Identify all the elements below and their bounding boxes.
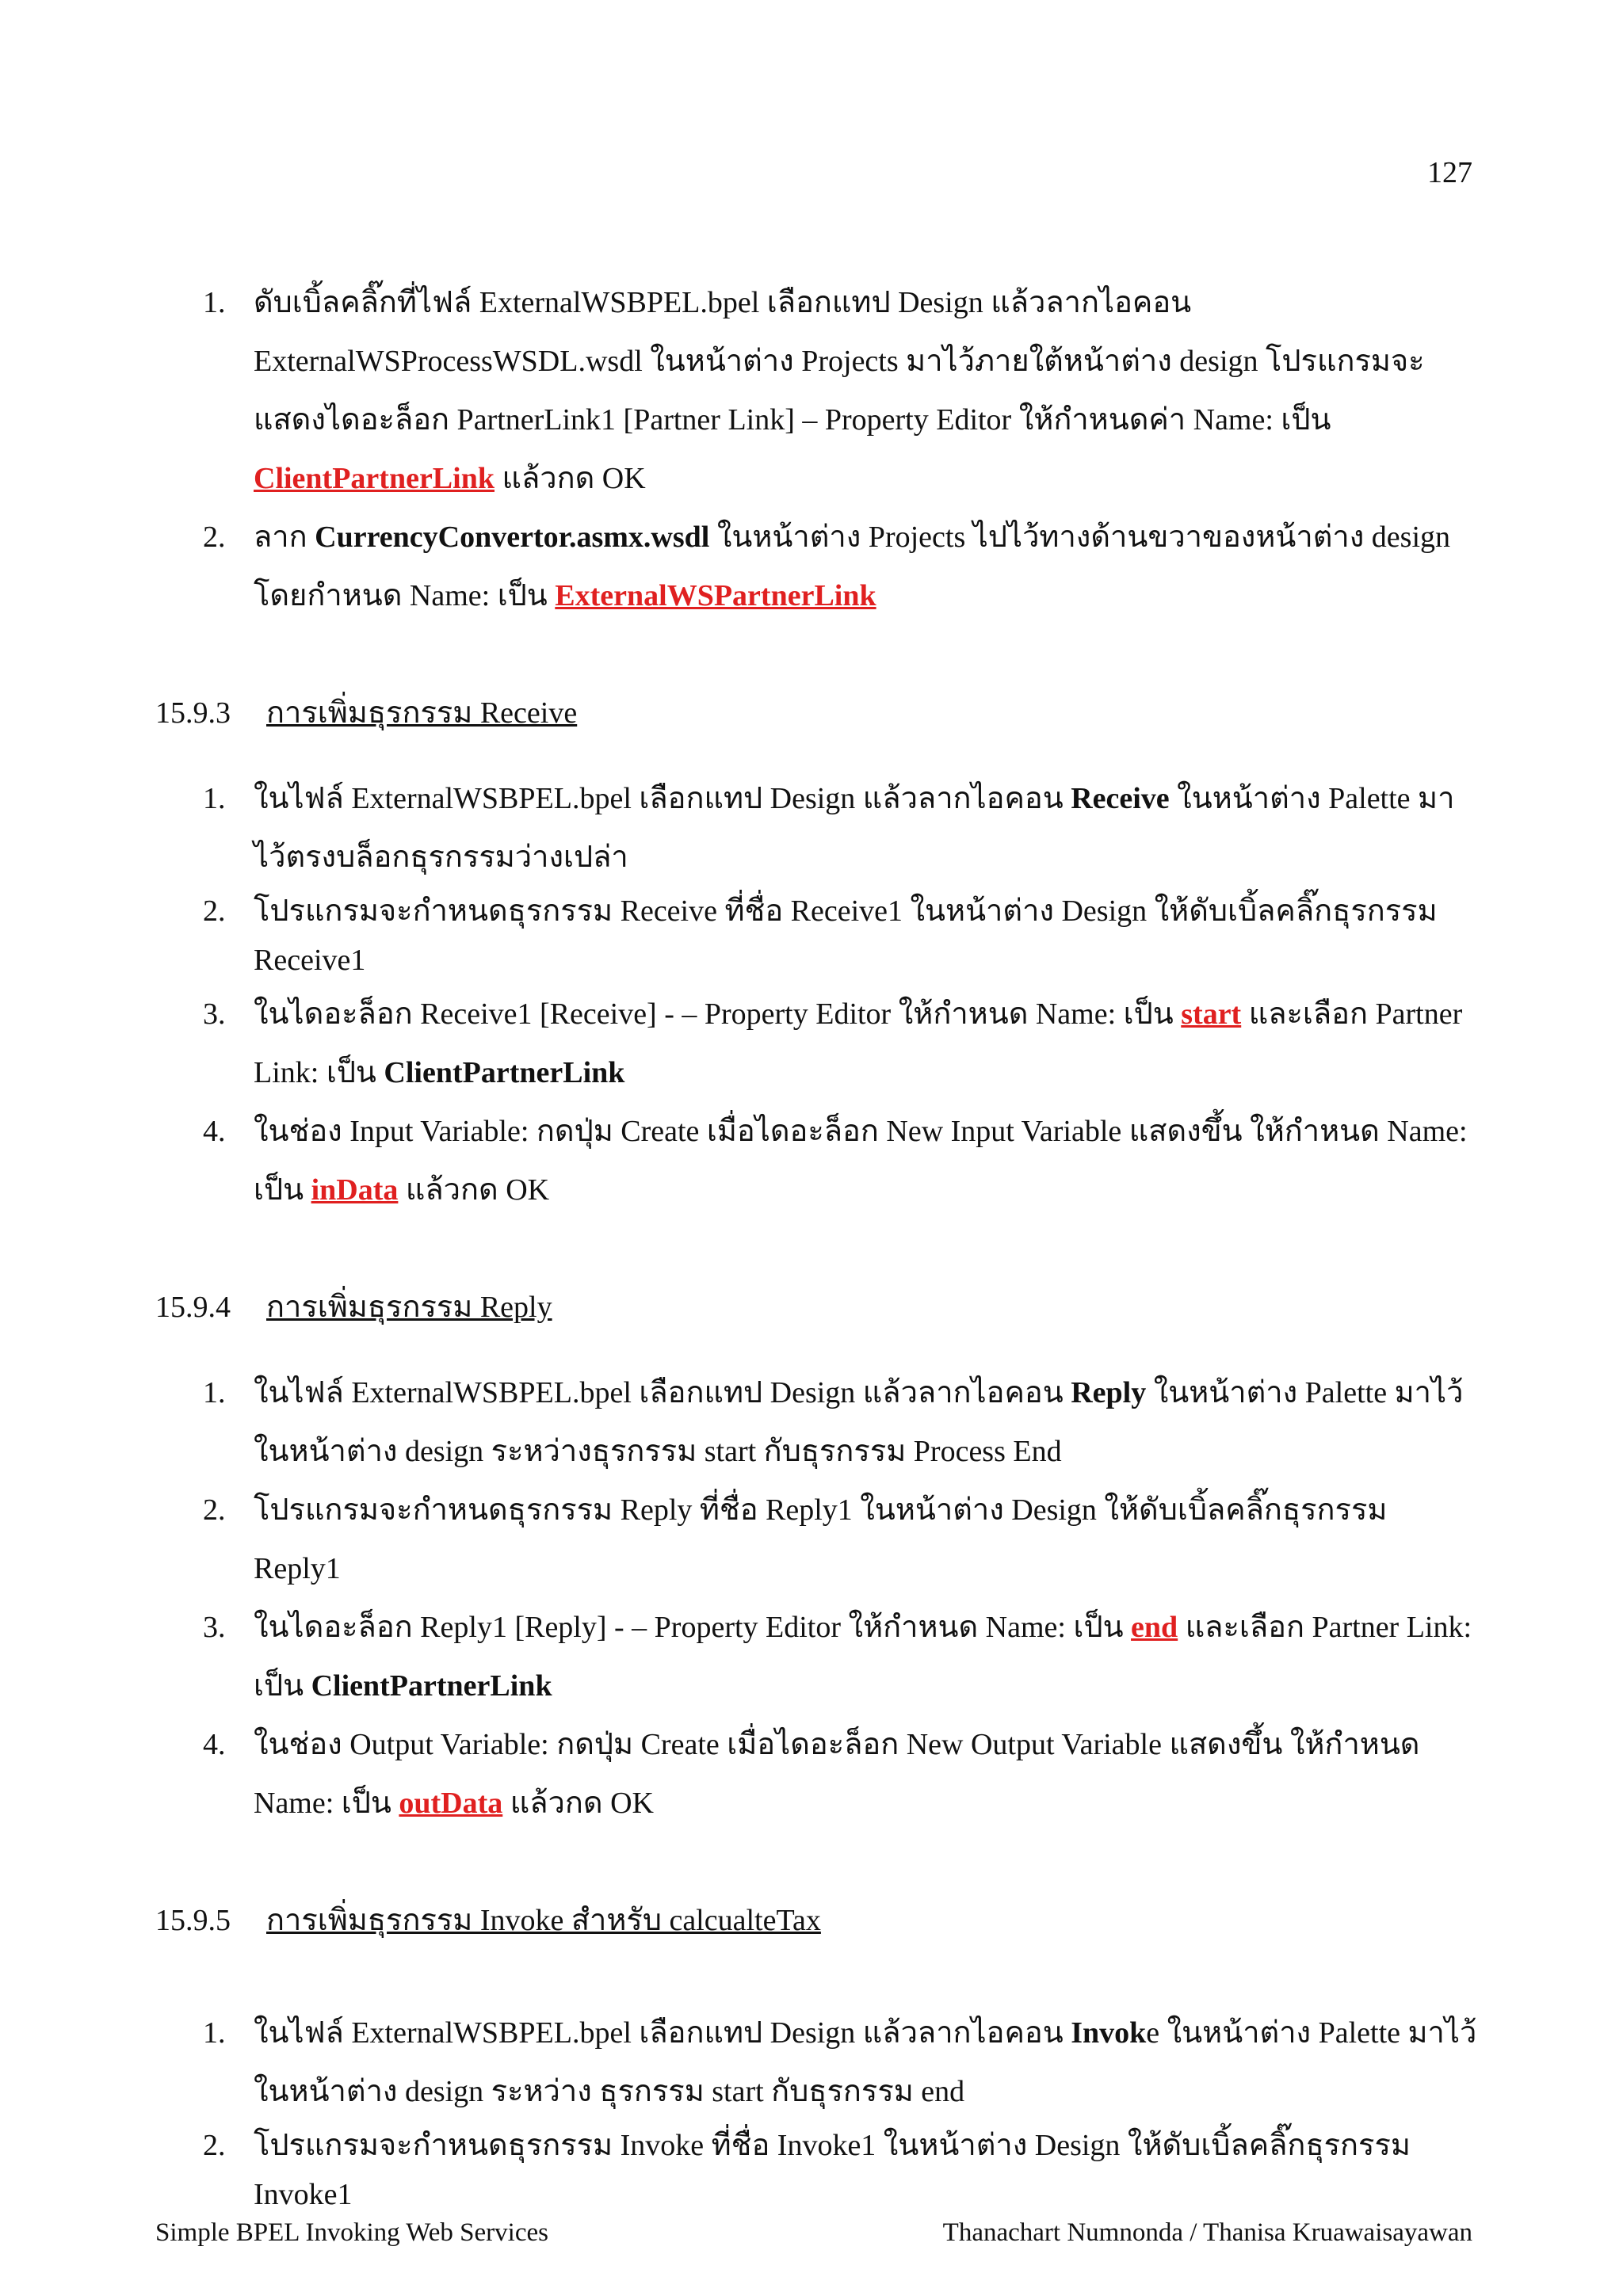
item-text: แล้วกด OK <box>502 1787 654 1820</box>
item-number: 2. <box>203 2129 226 2162</box>
section-number: 15.9.5 <box>155 1904 231 1937</box>
item-text: ในไดอะล็อก Reply1 [Reply] - – Property Editor ให้กำหนด Name: เป็น <box>254 1611 1132 1644</box>
list-item <box>155 2004 1479 2121</box>
item-text: ในไฟล์ ExternalWSBPEL.bpel เลือกแทป Design แล้วลากไอคอน <box>254 2016 1071 2050</box>
bold-term: ClientPartnerLink <box>311 1669 552 1703</box>
footer-authors: Thanachart Numnonda / Thanisa Kruawaisayawan <box>942 2218 1472 2247</box>
item-text: โปรแกรมจะกำหนดธุรกรรม Invoke ที่ชื่อ Invoke1 ในหน้าต่าง Design ให้ดับเบิ้ลคลิ๊กธุรกรรม Invoke1 <box>254 2129 1411 2211</box>
emphasis-link: ClientPartnerLink <box>254 462 495 495</box>
list-item <box>155 1598 1479 1715</box>
item-text: ในช่อง Output Variable: กดปุ่ม Create เมื่อไดอะล็อก New Output Variable แสดงขึ้น ให้กำหนด Name: เป็น <box>254 1728 1420 1820</box>
list-item <box>155 2121 1479 2219</box>
item-text: ในไดอะล็อก Receive1 [Receive] - – Property Editor ให้กำหนด Name: เป็น <box>254 997 1182 1031</box>
emphasis-link: inData <box>311 1173 399 1207</box>
item-number: 1. <box>203 286 226 319</box>
list-item <box>155 985 1479 1102</box>
emphasis-link: ExternalWSPartnerLink <box>555 579 876 612</box>
bold-term: ClientPartnerLink <box>384 1056 625 1089</box>
bold-term: Invok <box>1071 2016 1147 2050</box>
item-number: 1. <box>203 1376 226 1409</box>
item-text: ในไฟล์ ExternalWSBPEL.bpel เลือกแทป Design แล้วลากไอคอน <box>254 782 1071 815</box>
section-number: 15.9.4 <box>155 1291 231 1324</box>
list-item <box>155 1715 1479 1833</box>
list-item <box>155 273 1479 508</box>
item-text: และเลือก Partner Link: เป็น <box>254 997 1463 1089</box>
section-title: การเพิ่มธุรกรรม Receive <box>266 696 578 730</box>
page-footer <box>155 2218 1472 2248</box>
section-number: 15.9.3 <box>155 696 231 730</box>
item-number: 4. <box>203 1115 226 1148</box>
item-number: 4. <box>203 1728 226 1761</box>
item-number: 2. <box>203 521 226 554</box>
item-text: โปรแกรมจะกำหนดธุรกรรม Reply ที่ชื่อ Reply1 ในหน้าต่าง Design ให้ดับเบิ้ลคลิ๊กธุรกรรม Reply1 <box>254 1493 1388 1585</box>
list-item <box>155 1102 1479 1219</box>
page-content <box>155 273 1479 2219</box>
item-text: ในหน้าต่าง Palette มาไว้ตรงบล็อกธุรกรรมว่างเปล่า <box>254 782 1455 874</box>
list-item <box>155 508 1479 625</box>
steps-list-invoke <box>155 2004 1479 2219</box>
item-text: ในหน้าต่าง Projects ไปไว้ทางด้านขวาของหน้าต่าง design โดยกำหนด Name: เป็น <box>254 521 1450 612</box>
list-item <box>155 769 1479 887</box>
list-item <box>155 887 1479 985</box>
section-heading <box>155 1278 1479 1337</box>
item-text: แล้วกด OK <box>398 1173 550 1207</box>
list-item <box>155 1481 1479 1598</box>
bold-term: Receive <box>1071 782 1170 815</box>
list-item <box>155 1363 1479 1481</box>
item-text: ในไฟล์ ExternalWSBPEL.bpel เลือกแทป Design แล้วลากไอคอน <box>254 1376 1071 1409</box>
section-heading <box>155 684 1479 742</box>
item-text: แล้วกด OK <box>494 462 646 495</box>
bold-term: Reply <box>1071 1376 1147 1409</box>
item-text: ในหน้าต่าง Palette มาไว้ในหน้าต่าง design ระหว่างธุรกรรม start กับธุรกรรม Process End <box>254 1376 1464 1468</box>
item-number: 1. <box>203 782 226 815</box>
item-number: 3. <box>203 997 226 1031</box>
item-text: ดับเบิ้ลคลิ๊กที่ไฟล์ ExternalWSBPEL.bpel เลือกแทป Design แล้วลากไอคอน ExternalWSProcessWSDL.wsdl ในหน้าต่าง Projects มาไว้ภายใต้หน้าต่าง design โปรแกรมจะแสดงไดอะล็อก PartnerLink1 [Partner Link] – Property Editor ให้กำหนดค่า Name: เป็น <box>254 286 1425 437</box>
emphasis-link: outData <box>399 1787 503 1820</box>
item-text: ในช่อง Input Variable: กดปุ่ม Create เมื่อไดอะล็อก New Input Variable แสดงขึ้น ให้กำหนด Name: เป็น <box>254 1115 1468 1207</box>
steps-list-reply <box>155 1363 1479 1833</box>
item-number: 2. <box>203 894 226 928</box>
item-number: 1. <box>203 2016 226 2050</box>
bold-term: CurrencyConvertor.asmx.wsdl <box>315 521 710 554</box>
section-title: การเพิ่มธุรกรรม Invoke สำหรับ calcualteTax <box>266 1904 821 1937</box>
item-text: โปรแกรมจะกำหนดธุรกรรม Receive ที่ชื่อ Receive1 ในหน้าต่าง Design ให้ดับเบิ้ลคลิ๊กธุรกรรม Receive1 <box>254 894 1438 977</box>
emphasis-link: start <box>1181 997 1242 1031</box>
steps-list-intro <box>155 273 1479 625</box>
footer-title: Simple BPEL Invoking Web Services <box>155 2218 548 2247</box>
item-text: และเลือก Partner Link: เป็น <box>254 1611 1472 1703</box>
item-number: 3. <box>203 1611 226 1644</box>
emphasis-link: end <box>1131 1611 1178 1644</box>
page-number: 127 <box>1427 156 1472 189</box>
item-number: 2. <box>203 1493 226 1527</box>
section-title: การเพิ่มธุรกรรม Reply <box>266 1291 552 1324</box>
steps-list-receive <box>155 769 1479 1219</box>
item-text: ลาก <box>254 521 315 554</box>
section-heading <box>155 1891 1479 1950</box>
item-text: e ในหน้าต่าง Palette มาไว้ในหน้าต่าง design ระหว่าง ธุรกรรม start กับธุรกรรม end <box>254 2016 1477 2108</box>
